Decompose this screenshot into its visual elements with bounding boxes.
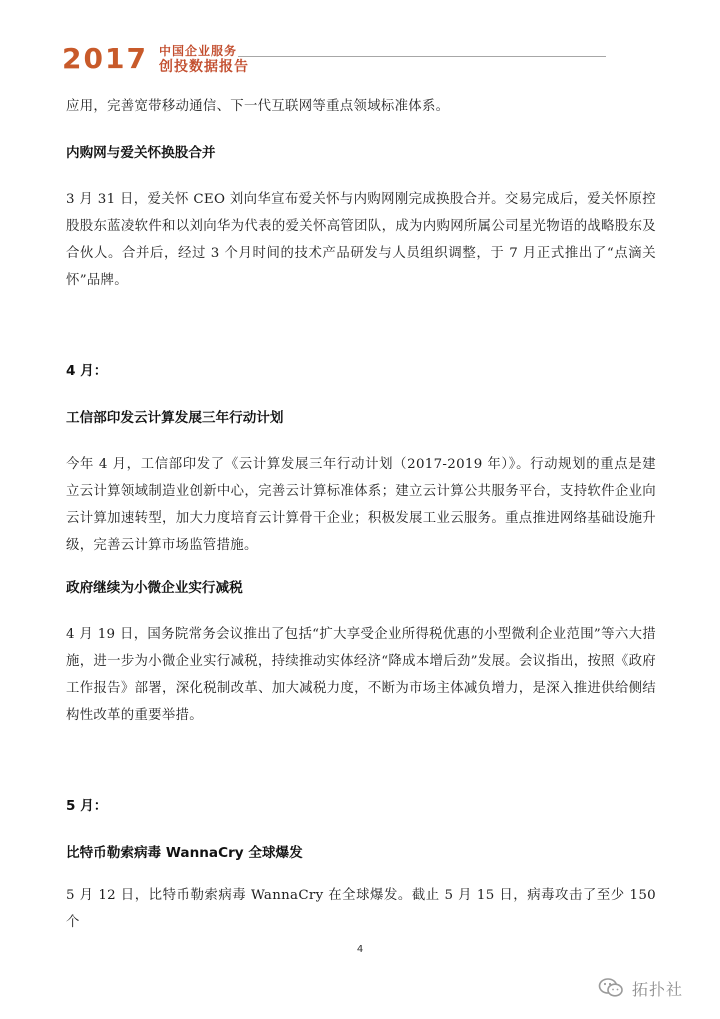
section-heading: 政府继续为小微企业实行减税 [66, 580, 243, 596]
logo-line1: 中国企业服务 [159, 44, 238, 58]
paragraph: 4 月 19 日，国务院常务会议推出了包括“扩大享受企业所得税优惠的小型微利企业范围”等六大措施，进一步为小微企业实行减税，持续推动实体经济“降成本增后劲”发展。会议指出，按照《政府工作报告》部署，深化税制改革、加大减税力度，不断为市场主体减负增力，是深入推进供给侧结构性改革的重要举措。 [66, 627, 656, 723]
wechat-icon [598, 977, 624, 999]
page-number: 4 [356, 944, 364, 955]
watermark-text: 拓扑社 [632, 979, 684, 999]
section-heading: 内购网与爱关怀换股合并 [66, 145, 216, 161]
header-rule [238, 56, 606, 57]
month-heading: 4 月： [66, 363, 108, 379]
paragraph: 3 月 31 日，爱关怀 CEO 刘向华宣布爱关怀与内购网刚完成换股合并。交易完成后，爱关怀原控股股东蓝凌软件和以刘向华为代表的爱关怀高管团队，成为内购网所属公司星光物语的战略股东及合伙人。合并后，经过 3 个月时间的技术产品研发与人员组织调整，于 7 月正式推出了“点滴关怀”品牌。 [66, 192, 656, 288]
paragraph-continuation: 应用，完善宽带移动通信、下一代互联网等重点领域标准体系。 [66, 99, 450, 114]
report-logo [62, 38, 272, 78]
watermark [598, 975, 683, 1001]
paragraph: 今年 4 月，工信部印发了《云计算发展三年行动计划（2017-2019 年）》。行动规划的重点是建立云计算领域制造业创新中心，完善云计算标准体系；建立云计算公共服务平台，支持软件企业向云计算加速转型，加大力度培育云计算骨干企业；积极发展工业云服务。重点推进网络基础设施升级，完善云计算市场监管措施。 [66, 457, 656, 553]
page-content [66, 93, 656, 936]
section-heading: 工信部印发云计算发展三年行动计划 [66, 410, 284, 426]
section-heading: 比特币勒索病毒 WannaCry 全球爆发 [66, 845, 303, 861]
month-heading: 5 月： [66, 798, 108, 814]
paragraph: 5 月 12 日，比特币勒索病毒 WannaCry 在全球爆发。截止 5 月 15 日，病毒攻击了至少 150 个 [66, 888, 656, 930]
logo-year: 2017 [62, 42, 148, 75]
logo-line2: 创投数据报告 [159, 59, 249, 75]
